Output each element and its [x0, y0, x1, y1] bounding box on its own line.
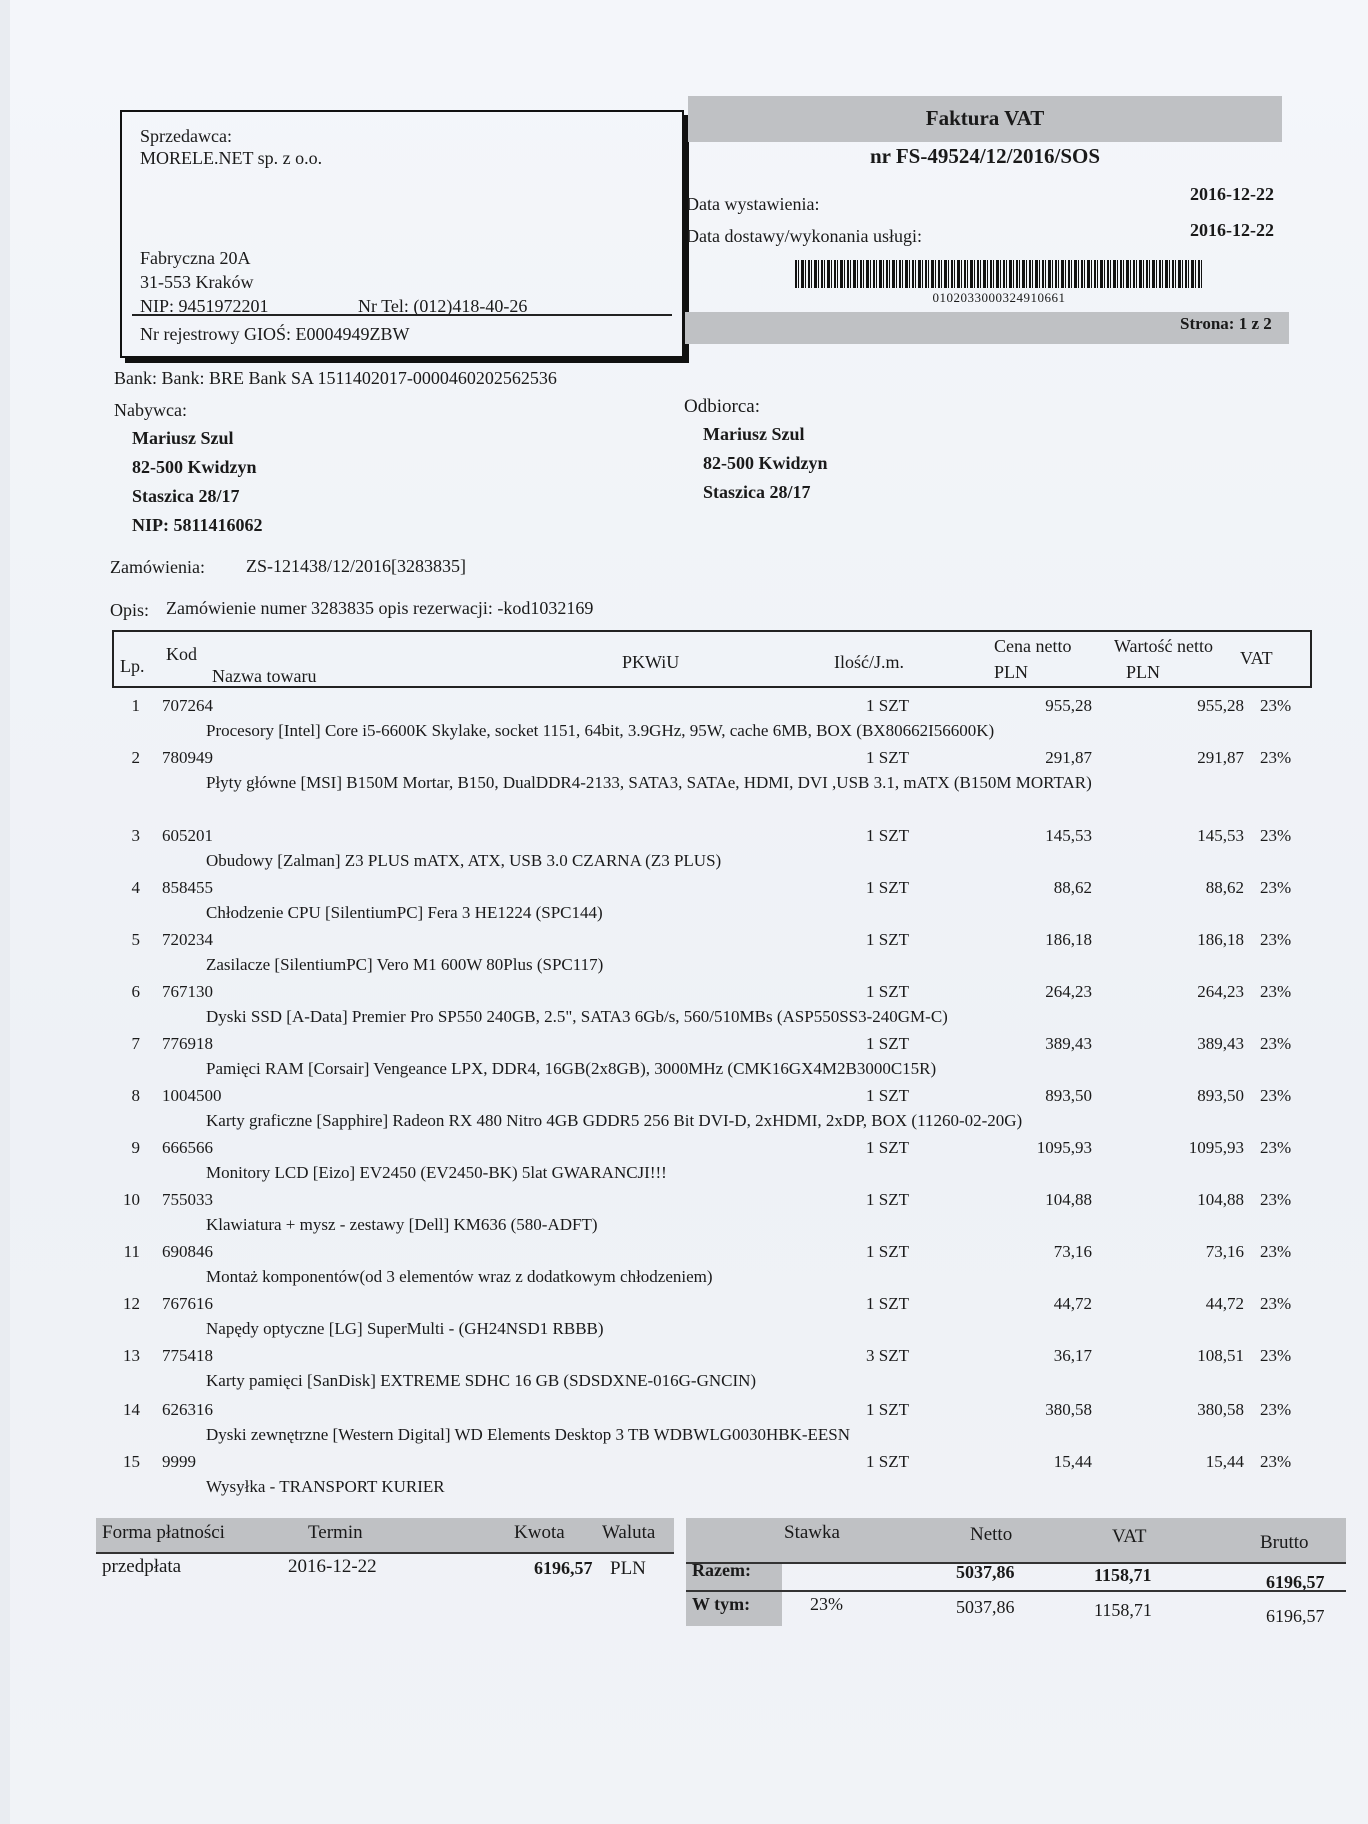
table-row	[110, 1190, 1340, 1240]
barcode-number: 0102033000324910661	[932, 290, 1066, 305]
buyer-nip: NIP: 5811416062	[132, 515, 263, 535]
item-qty: 1 SZT	[866, 1190, 909, 1209]
col-pkwiu: PKWiU	[622, 652, 680, 672]
payment-amount-header: Kwota	[514, 1522, 565, 1543]
item-lp: 1	[131, 696, 140, 715]
issue-date: 2016-12-22	[1190, 184, 1274, 204]
item-name: Dyski zewnętrzne [Western Digital] WD Elements Desktop 3 TB WDBWLG0030HBK-EESN	[206, 1425, 851, 1444]
items-table-header	[112, 630, 1312, 688]
table-row	[110, 1138, 1340, 1188]
summary-rate-header: Stawka	[784, 1522, 840, 1543]
summary-gross-header: Brutto	[1260, 1532, 1309, 1553]
item-qty: 1 SZT	[866, 1242, 909, 1261]
col-price: Cena netto	[994, 636, 1072, 656]
col-code: Kod	[166, 644, 197, 664]
item-code: 707264	[162, 696, 213, 715]
item-qty: 1 SZT	[866, 696, 909, 715]
col-lp: Lp.	[120, 656, 145, 676]
payment-term-header: Termin	[308, 1522, 363, 1543]
order-label: Zamówienia:	[110, 557, 205, 577]
item-lp: 14	[123, 1400, 140, 1419]
col-qty: Ilość/J.m.	[834, 652, 904, 672]
item-name: Napędy optyczne [LG] SuperMulti - (GH24NSD1 RBBB)	[206, 1319, 604, 1338]
item-lp: 8	[131, 1086, 140, 1105]
item-value: 291,87	[1197, 748, 1244, 767]
item-value: 264,23	[1197, 982, 1244, 1001]
item-qty: 1 SZT	[866, 826, 909, 845]
seller-nip: NIP: 9451972201	[140, 296, 269, 316]
item-code: 666566	[162, 1138, 213, 1157]
item-value: 104,88	[1197, 1190, 1244, 1209]
item-price: 1095,93	[1036, 1138, 1092, 1157]
table-row	[110, 982, 1340, 1032]
item-vat: 23%	[1260, 1086, 1292, 1105]
payment-header	[96, 1518, 674, 1554]
item-code: 1004500	[162, 1086, 222, 1105]
item-vat: 23%	[1260, 1452, 1292, 1471]
item-code: 776918	[162, 1034, 213, 1053]
item-price: 88,62	[1053, 878, 1092, 897]
description-value: Zamówienie numer 3283835 opis rezerwacji: -kod1032169	[166, 598, 594, 618]
table-row	[110, 1346, 1340, 1396]
summary-total-vat: 1158,71	[1094, 1565, 1152, 1585]
table-row	[110, 878, 1340, 928]
item-lp: 11	[123, 1242, 140, 1261]
summary-total-gross: 6196,57	[1266, 1572, 1325, 1592]
barcode	[795, 260, 1203, 288]
invoice-page	[10, 0, 1368, 1824]
payment-form-header: Forma płatności	[102, 1522, 225, 1543]
item-value: 108,51	[1197, 1346, 1244, 1365]
item-value: 186,18	[1197, 930, 1244, 949]
item-name: Pamięci RAM [Corsair] Vengeance LPX, DDR4, 16GB(2x8GB), 3000MHz (CMK16GX4M2B3000C15R)	[206, 1059, 937, 1078]
item-price: 36,17	[1053, 1346, 1092, 1365]
col-value-unit: PLN	[1126, 662, 1161, 682]
item-name: Karty pamięci [SanDisk] EXTREME SDHC 16 GB (SDSDXNE-016G-GNCIN)	[206, 1371, 757, 1390]
item-value: 380,58	[1197, 1400, 1244, 1419]
item-code: 775418	[162, 1346, 213, 1365]
item-lp: 3	[131, 826, 140, 845]
table-row	[110, 1086, 1340, 1136]
delivery-date-label: Data dostawy/wykonania usługi:	[686, 226, 922, 246]
item-price: 44,72	[1053, 1294, 1092, 1313]
item-name: Procesory [Intel] Core i5-6600K Skylake, socket 1151, 64bit, 3.9GHz, 95W, cache 6MB, BOX (BX80662I56600K)	[206, 721, 995, 740]
item-price: 893,50	[1045, 1086, 1092, 1105]
item-qty: 1 SZT	[866, 748, 909, 767]
item-lp: 6	[131, 982, 140, 1001]
summary-incl-gross: 6196,57	[1266, 1606, 1325, 1626]
summary-incl-label: W tym:	[692, 1594, 751, 1614]
item-code: 780949	[162, 748, 213, 767]
item-qty: 1 SZT	[866, 1138, 909, 1157]
item-name: Klawiatura + mysz - zestawy [Dell] KM636 (580-ADFT)	[206, 1215, 598, 1234]
item-name: Chłodzenie CPU [SilentiumPC] Fera 3 HE1224 (SPC144)	[206, 903, 603, 922]
seller-label: Sprzedawca:	[140, 126, 232, 146]
seller-box	[120, 110, 684, 358]
item-vat: 23%	[1260, 1400, 1292, 1419]
item-price: 145,53	[1045, 826, 1092, 845]
item-price: 264,23	[1045, 982, 1092, 1001]
item-value: 15,44	[1205, 1452, 1244, 1471]
item-code: 720234	[162, 930, 213, 949]
item-code: 755033	[162, 1190, 213, 1209]
item-price: 186,18	[1045, 930, 1092, 949]
item-vat: 23%	[1260, 982, 1292, 1001]
item-lp: 5	[131, 930, 140, 949]
item-lp: 2	[131, 748, 140, 767]
item-lp: 13	[123, 1346, 140, 1365]
item-price: 291,87	[1045, 748, 1092, 767]
item-qty: 1 SZT	[866, 1400, 909, 1419]
table-row	[110, 1034, 1340, 1084]
item-name: Wysyłka - TRANSPORT KURIER	[206, 1477, 445, 1496]
item-price: 15,44	[1053, 1452, 1092, 1471]
summary-vat-header: VAT	[1112, 1526, 1147, 1547]
seller-gios: Nr rejestrowy GIOŚ: E0004949ZBW	[140, 324, 410, 344]
buyer-street: Staszica 28/17	[132, 486, 240, 506]
col-name: Nazwa towaru	[212, 666, 317, 686]
item-vat: 23%	[1260, 1294, 1292, 1313]
item-vat: 23%	[1260, 1242, 1292, 1261]
item-code: 858455	[162, 878, 213, 897]
item-price: 73,16	[1053, 1242, 1092, 1261]
summary-header	[686, 1518, 1346, 1564]
item-code: 767130	[162, 982, 213, 1001]
recipient-label: Odbiorca:	[684, 396, 760, 417]
item-name: Dyski SSD [A-Data] Premier Pro SP550 240GB, 2.5", SATA3 6Gb/s, 560/510MBs (ASP550SS3-240GM-C)	[206, 1007, 948, 1026]
item-vat: 23%	[1260, 1346, 1292, 1365]
bank-account: Bank: Bank: BRE Bank SA 1511402017-0000460202562536	[114, 368, 557, 388]
item-value: 73,16	[1205, 1242, 1244, 1261]
item-vat: 23%	[1260, 696, 1292, 715]
payment-amount: 6196,57	[534, 1558, 593, 1578]
item-name: Karty graficzne [Sapphire] Radeon RX 480 Nitro 4GB GDDR5 256 Bit DVI-D, 2xHDMI, 2xDP, BOX (11260-02-20G)	[206, 1111, 1023, 1130]
item-lp: 15	[123, 1452, 140, 1471]
buyer-label: Nabywca:	[114, 400, 187, 420]
table-row	[110, 826, 1340, 876]
seller-name: MORELE.NET sp. z o.o.	[140, 148, 323, 168]
table-row	[110, 1294, 1340, 1344]
item-vat: 23%	[1260, 1190, 1292, 1209]
table-row	[110, 1400, 1340, 1450]
summary-total-label: Razem:	[692, 1560, 751, 1580]
table-row	[110, 696, 1340, 746]
item-name: Montaż komponentów(od 3 elementów wraz z dodatkowym chłodzeniem)	[206, 1267, 713, 1286]
item-lp: 12	[123, 1294, 140, 1313]
payment-term: 2016-12-22	[288, 1556, 377, 1577]
item-qty: 1 SZT	[866, 1294, 909, 1313]
item-qty: 1 SZT	[866, 1034, 909, 1053]
payment-form: przedpłata	[102, 1556, 182, 1577]
buyer-city: 82-500 Kwidzyn	[132, 457, 257, 477]
item-name: Monitory LCD [Eizo] EV2450 (EV2450-BK) 5lat GWARANCJI!!!	[206, 1163, 667, 1182]
item-code: 767616	[162, 1294, 213, 1313]
description-label: Opis:	[110, 600, 150, 620]
issue-date-label: Data wystawienia:	[686, 194, 820, 214]
item-price: 955,28	[1045, 696, 1092, 715]
item-price: 104,88	[1045, 1190, 1092, 1209]
item-vat: 23%	[1260, 1034, 1292, 1053]
recipient-street: Staszica 28/17	[703, 482, 811, 502]
item-value: 44,72	[1205, 1294, 1244, 1313]
item-code: 626316	[162, 1400, 213, 1419]
item-lp: 10	[123, 1190, 140, 1209]
page-counter: Strona: 1 z 2	[1180, 314, 1272, 333]
item-qty: 1 SZT	[866, 930, 909, 949]
table-row	[110, 1452, 1340, 1502]
item-value: 893,50	[1197, 1086, 1244, 1105]
item-vat: 23%	[1260, 826, 1292, 845]
recipient-name: Mariusz Szul	[703, 424, 805, 444]
item-vat: 23%	[1260, 878, 1292, 897]
seller-phone: Nr Tel: (012)418-40-26	[358, 296, 528, 316]
item-lp: 9	[131, 1138, 140, 1157]
col-value: Wartość netto	[1114, 636, 1214, 656]
item-lp: 7	[131, 1034, 140, 1053]
invoice-number: nr FS-49524/12/2016/SOS	[869, 144, 1101, 168]
table-row	[110, 930, 1340, 980]
summary-incl-vat: 1158,71	[1094, 1600, 1152, 1620]
item-qty: 1 SZT	[866, 982, 909, 1001]
payment-currency-header: Waluta	[602, 1522, 656, 1543]
item-value: 145,53	[1197, 826, 1244, 845]
order-value: ZS-121438/12/2016[3283835]	[246, 556, 466, 576]
seller-city: 31-553 Kraków	[140, 272, 254, 292]
seller-street: Fabryczna 20A	[140, 248, 251, 268]
item-name: Płyty główne [MSI] B150M Mortar, B150, DualDDR4-2133, SATA3, SATAe, HDMI, DVI ,USB 3.1, mATX (B150M MORTAR)	[206, 773, 1092, 792]
item-qty: 1 SZT	[866, 1452, 909, 1471]
item-value: 389,43	[1197, 1034, 1244, 1053]
table-row	[110, 748, 1340, 798]
item-qty: 3 SZT	[866, 1346, 909, 1365]
buyer-name: Mariusz Szul	[132, 428, 234, 448]
summary-divider	[686, 1590, 1346, 1592]
recipient-city: 82-500 Kwidzyn	[703, 453, 828, 473]
item-qty: 1 SZT	[866, 1086, 909, 1105]
payment-currency: PLN	[610, 1558, 646, 1579]
item-name: Zasilacze [SilentiumPC] Vero M1 600W 80Plus (SPC117)	[206, 955, 604, 974]
summary-incl-net: 5037,86	[956, 1597, 1015, 1617]
item-code: 605201	[162, 826, 213, 845]
invoice-title: Faktura VAT	[925, 106, 1045, 130]
col-vat: VAT	[1240, 648, 1273, 668]
item-price: 389,43	[1045, 1034, 1092, 1053]
item-code: 9999	[162, 1452, 196, 1471]
item-vat: 23%	[1260, 1138, 1292, 1157]
item-value: 88,62	[1205, 878, 1244, 897]
delivery-date: 2016-12-22	[1190, 220, 1274, 240]
item-code: 690846	[162, 1242, 213, 1261]
item-vat: 23%	[1260, 930, 1292, 949]
seller-divider	[132, 314, 672, 316]
table-row	[110, 1242, 1340, 1292]
item-value: 955,28	[1197, 696, 1244, 715]
summary-incl-rate: 23%	[810, 1594, 843, 1614]
item-price: 380,58	[1045, 1400, 1092, 1419]
item-lp: 4	[131, 878, 140, 897]
summary-net-header: Netto	[970, 1524, 1013, 1545]
item-value: 1095,93	[1188, 1138, 1244, 1157]
item-qty: 1 SZT	[866, 878, 909, 897]
summary-total-net: 5037,86	[956, 1562, 1015, 1582]
item-vat: 23%	[1260, 748, 1292, 767]
col-price-unit: PLN	[994, 662, 1029, 682]
item-name: Obudowy [Zalman] Z3 PLUS mATX, ATX, USB 3.0 CZARNA (Z3 PLUS)	[206, 851, 722, 870]
